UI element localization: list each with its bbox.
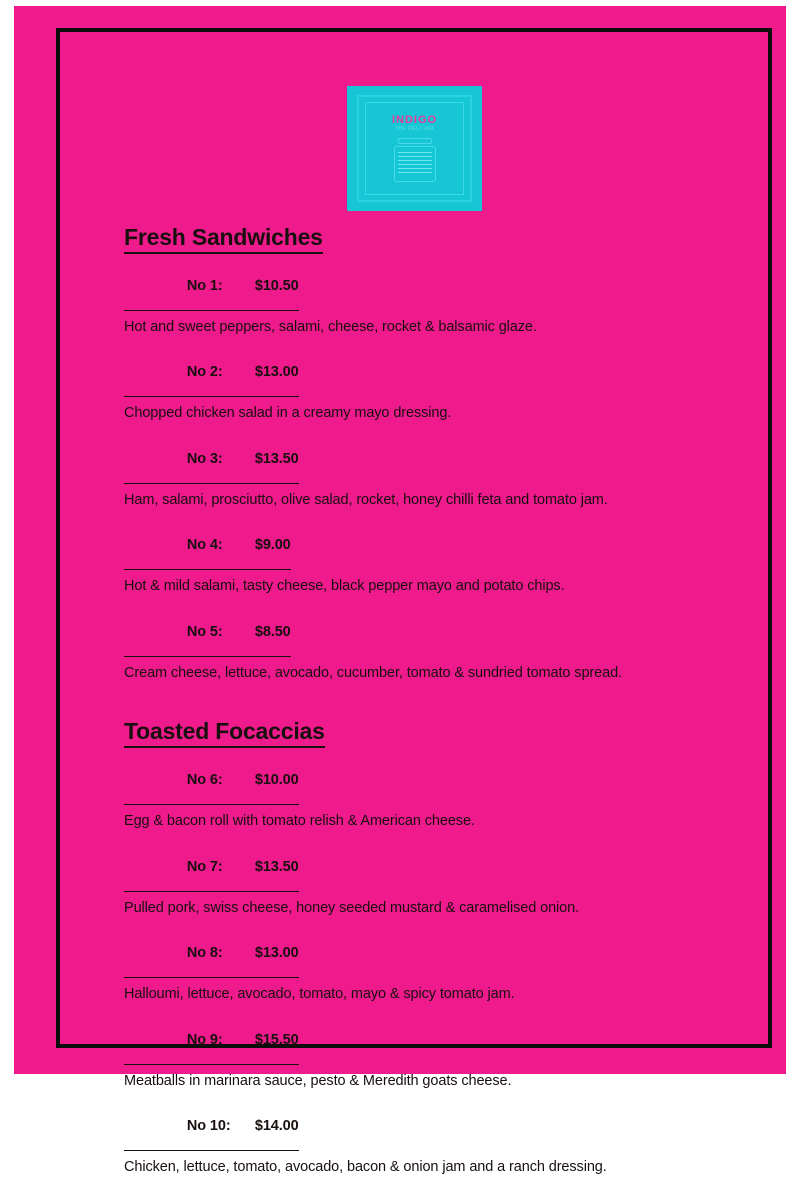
menu-item-heading <box>124 608 291 657</box>
menu-item-number: No 2: <box>186 364 223 381</box>
menu-item-description: Cream cheese, lettuce, avocado, cucumber, tomato & sundried tomato spread. <box>124 664 622 681</box>
menu-item-description: Ham, salami, prosciutto, olive salad, rocket, honey chilli feta and tomato jam. <box>124 491 608 508</box>
menu-item-description: Chopped chicken salad in a creamy mayo dressing. <box>124 405 452 422</box>
menu-item <box>124 929 724 1005</box>
menu-item-price: $14.00 <box>254 1118 299 1135</box>
menu-sections <box>124 224 724 1179</box>
menu-content <box>60 32 776 1176</box>
menu-section-toasted-focaccias <box>124 718 724 1178</box>
brand-logo <box>347 86 482 211</box>
menu-item-heading <box>124 348 299 397</box>
menu-item-number: No 1: <box>186 278 223 294</box>
menu-item-number: No 3: <box>186 450 223 467</box>
menu-item-number: No 8: <box>186 945 223 962</box>
section-title: Fresh Sandwiches <box>124 224 323 254</box>
menu-item-heading <box>124 1102 299 1151</box>
menu-item <box>124 1102 724 1178</box>
menu-item-number: No 6: <box>186 772 223 789</box>
menu-item-price: $9.00 <box>254 537 291 554</box>
menu-item <box>124 435 724 511</box>
menu-item-heading <box>124 262 299 311</box>
logo-tagline-text: THE DELI JAR <box>394 126 435 132</box>
menu-item-price: $8.50 <box>254 623 291 640</box>
menu-item <box>124 756 724 832</box>
menu-item-heading <box>124 1016 299 1065</box>
menu-item <box>124 1016 724 1092</box>
menu-item-price: $10.00 <box>254 772 299 789</box>
menu-item <box>124 262 724 338</box>
menu-item-price: $13.50 <box>254 450 299 467</box>
menu-item-number: No 10: <box>186 1118 231 1135</box>
menu-item-price: $15.50 <box>254 1031 299 1048</box>
menu-item-heading <box>124 756 299 805</box>
menu-item-number: No 9: <box>186 1031 223 1048</box>
jar-icon <box>393 138 437 184</box>
section-title: Toasted Focaccias <box>124 718 325 748</box>
menu-item-price: $13.50 <box>254 858 299 875</box>
menu-item-description: Pulled pork, swiss cheese, honey seeded mustard & caramelised onion. <box>124 899 580 916</box>
menu-item-description: Halloumi, lettuce, avocado, tomato, mayo & spicy tomato jam. <box>124 986 515 1003</box>
logo-box <box>347 86 482 211</box>
menu-item-heading <box>124 929 299 978</box>
menu-item-price: $13.00 <box>254 364 299 381</box>
menu-item <box>124 348 724 424</box>
menu-item-description: Chicken, lettuce, tomato, avocado, bacon & onion jam and a ranch dressing. <box>124 1159 607 1176</box>
menu-item-number: No 7: <box>186 858 223 875</box>
menu-item <box>124 521 724 597</box>
menu-border-frame <box>56 28 772 1176</box>
jar-lid-shape <box>398 138 432 144</box>
menu-item-number: No 5: <box>186 623 223 640</box>
menu-item-description: Meatballs in marinara sauce, pesto & Meredith goats cheese. <box>124 1072 512 1089</box>
menu-item <box>124 608 724 684</box>
menu-item-price: $10.50 <box>254 278 299 294</box>
jar-label-stripes <box>398 152 432 176</box>
menu-item-heading <box>124 843 299 892</box>
menu-item-heading <box>124 521 291 570</box>
menu-item-description: Hot and sweet peppers, salami, cheese, rocket & balsamic glaze. <box>124 319 537 335</box>
menu-item <box>124 843 724 919</box>
menu-item-description: Hot & mild salami, tasty cheese, black pepper mayo and potato chips. <box>124 578 565 595</box>
menu-sheet <box>14 6 786 1176</box>
menu-item-number: No 4: <box>186 537 223 554</box>
menu-item-heading <box>124 435 299 484</box>
menu-item-price: $13.00 <box>254 945 299 962</box>
menu-item-description: Egg & bacon roll with tomato relish & American cheese. <box>124 813 475 830</box>
logo-brand-text: INDIGO <box>391 114 438 126</box>
menu-section-fresh-sandwiches <box>124 224 724 684</box>
